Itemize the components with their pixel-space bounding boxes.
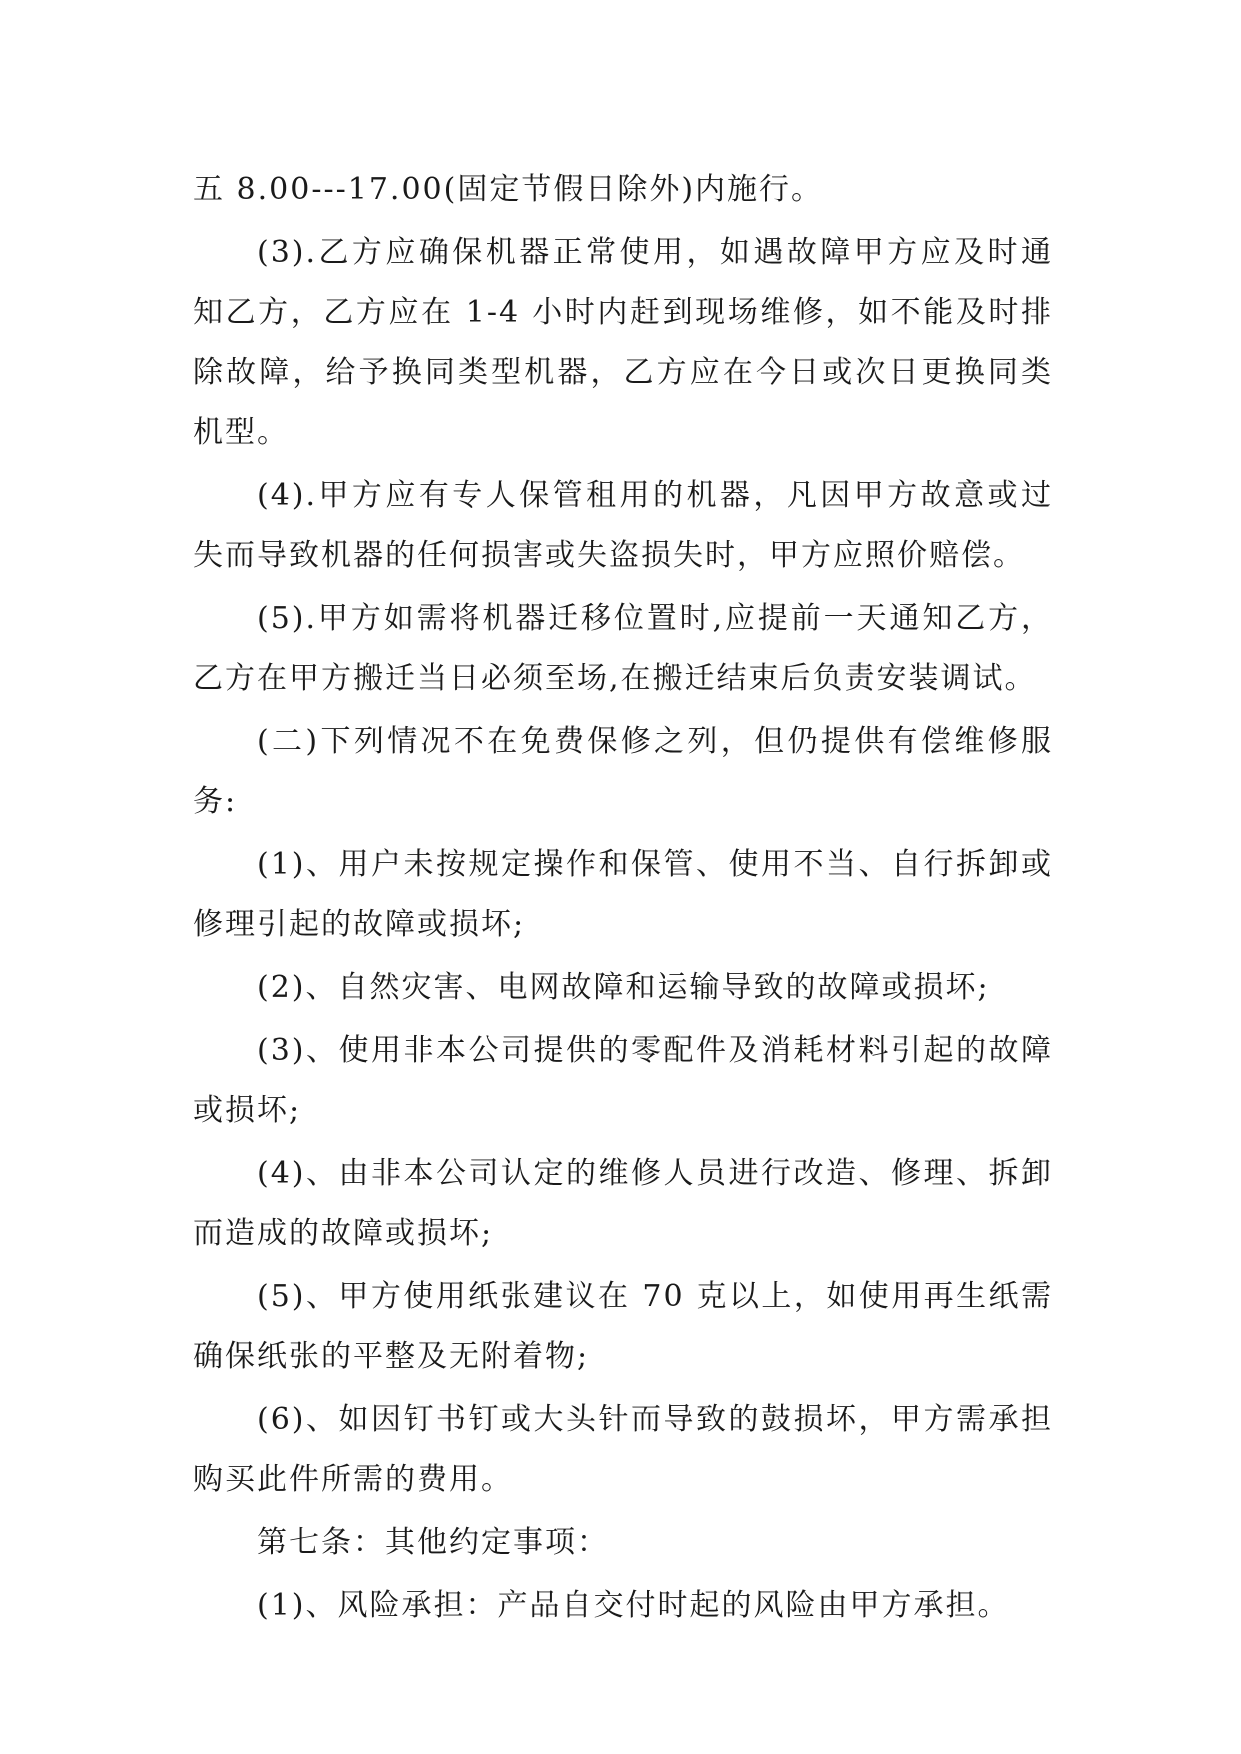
article-7-item-1: (1)、风险承担：产品自交付时起的风险由甲方承担。 <box>257 1588 1010 1623</box>
paragraph-clause-5: (5).甲方如需将机器迁移位置时,应提前一天通知乙方，乙方在甲方搬迁当日必须至场,在搬迁结束后负责安装调试。 <box>193 601 1053 696</box>
paragraph-clause-4: (4).甲方应有专人保管租用的机器，凡因甲方故意或过失而导致机器的任何损害或失盗损失时，甲方应照价赔偿。 <box>193 478 1053 573</box>
paragraph-item-3: (3)、使用非本公司提供的零配件及消耗材料引起的故障或损坏; <box>193 1033 1053 1128</box>
paragraph-item-5: (5)、甲方使用纸张建议在 70 克以上，如使用再生纸需确保纸张的平整及无附着物; <box>193 1279 1053 1374</box>
article-7-heading: 第七条：其他约定事项： <box>257 1525 609 1560</box>
paragraph-item-4: (4)、由非本公司认定的维修人员进行改造、修理、拆卸而造成的故障或损坏; <box>193 1156 1053 1251</box>
paragraph-clause-3: (3).乙方应确保机器正常使用，如遇故障甲方应及时通知乙方，乙方应在 1-4 小时内赶到现场维修，如不能及时排除故障，给予换同类型机器，乙方应在今日或次日更换同类机型。 <box>193 235 1053 450</box>
document-page <box>193 160 1053 1639</box>
paragraph-item-6: (6)、如因钉书钉或大头针而导致的鼓损坏，甲方需承担购买此件所需的费用。 <box>193 1402 1053 1497</box>
paragraph-section-2-heading: (二)下列情况不在免费保修之列，但仍提供有偿维修服务: <box>193 724 1053 819</box>
paragraph-continuation: 五 8.00---17.00(固定节假日除外)内施行。 <box>193 172 824 207</box>
paragraph-item-1: (1)、用户未按规定操作和保管、使用不当、自行拆卸或修理引起的故障或损坏; <box>193 847 1053 942</box>
paragraph-item-2: (2)、自然灾害、电网故障和运输导致的故障或损坏; <box>257 970 990 1005</box>
